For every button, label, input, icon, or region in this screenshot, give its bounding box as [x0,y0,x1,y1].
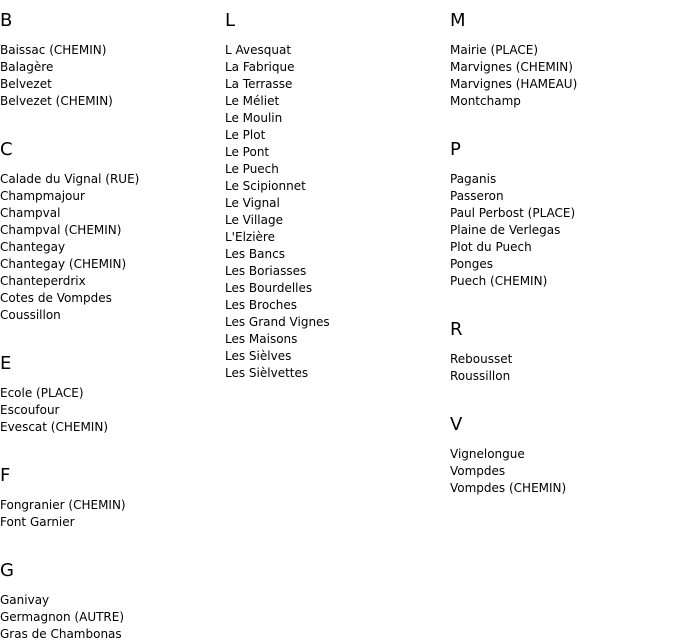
street-name-link[interactable]: Coussillon [0,308,61,322]
street-name-link[interactable]: L Avesquat [225,43,292,57]
section-letter-heading: F [0,465,11,486]
section-letter-heading: C [0,139,13,160]
section-letter-heading: L [225,10,236,31]
street-name-link[interactable]: La Fabrique [225,60,295,74]
street-name-link[interactable]: Ganivay [0,593,50,607]
section-letter-heading: M [450,10,466,31]
street-name-link[interactable]: Germagnon (AUTRE) [0,610,125,624]
street-name-link[interactable]: Marvignes (CHEMIN) [450,60,573,74]
street-name-link[interactable]: Gras de Chambonas [0,627,122,641]
street-name-link[interactable]: Les Broches [225,298,298,312]
street-name-link[interactable]: Escoufour [0,403,60,417]
street-name-link[interactable]: Champmajour [0,189,85,203]
street-name-link[interactable]: Belvezet (CHEMIN) [0,94,113,108]
street-name-link[interactable]: Les Bourdelles [225,281,313,295]
street-name-link[interactable]: Roussillon [450,369,511,383]
street-name-link[interactable]: Mairie (PLACE) [450,43,539,57]
street-name-link[interactable]: Ponges [450,257,494,271]
street-name-link[interactable]: Rebousset [450,352,513,366]
section-letter-heading: G [0,560,14,581]
street-name-link[interactable]: Passeron [450,189,504,203]
street-name-link[interactable]: Les Bancs [225,247,285,261]
letter-section [450,12,577,129]
street-name-link[interactable]: La Terrasse [225,77,293,91]
street-name-link[interactable]: Belvezet [0,77,52,91]
street-name-link[interactable]: Vompdes [450,464,506,478]
street-name-link[interactable]: Paganis [450,172,497,186]
street-name-link[interactable]: Chanteperdrix [0,274,86,288]
street-name-link[interactable]: Fongranier (CHEMIN) [0,498,126,512]
street-name-link[interactable]: Evescat (CHEMIN) [0,420,109,434]
street-name-link[interactable]: Plot du Puech [450,240,532,254]
letter-section [0,141,139,343]
street-name-link[interactable]: Puech (CHEMIN) [450,274,548,288]
section-spacer [0,324,139,343]
street-name-link[interactable]: Le Pont [225,145,270,159]
street-name-link[interactable]: Chantegay [0,240,66,254]
letter-section [450,141,577,309]
street-name-link[interactable]: L'Elzière [225,230,275,244]
street-name-link[interactable]: Cotes de Vompdes [0,291,112,305]
letter-section [450,416,577,497]
street-name-link[interactable]: Chantegay (CHEMIN) [0,257,127,271]
street-name-link[interactable]: Vompdes (CHEMIN) [450,481,567,495]
letter-section [450,321,577,404]
letter-section [0,355,139,455]
street-name-link[interactable]: Ecole (PLACE) [0,386,84,400]
section-letter-heading: R [450,319,463,340]
street-name-link[interactable]: Le Plot [225,128,266,142]
street-name-link[interactable]: Baissac (CHEMIN) [0,43,107,57]
street-name-link[interactable]: Le Scipionnet [225,179,306,193]
section-letter-heading: B [0,10,13,31]
street-name-link[interactable]: Les Maisons [225,332,298,346]
section-spacer [450,110,577,129]
letter-section [0,562,139,643]
street-name-link[interactable]: Le Puech [225,162,279,176]
street-name-link[interactable]: Le Méliet [225,94,280,108]
street-name-link[interactable]: Font Garnier [0,515,75,529]
street-index-column-left [0,0,139,643]
street-name-link[interactable]: Les Boriasses [225,264,307,278]
section-spacer [0,110,139,129]
street-name-link[interactable]: Vignelongue [450,447,525,461]
letter-section [225,12,330,382]
section-spacer [0,436,139,455]
street-name-link[interactable]: Balagère [0,60,54,74]
street-name-link[interactable]: Champval (CHEMIN) [0,223,122,237]
street-name-link[interactable]: Le Moulin [225,111,283,125]
letter-section [0,12,139,129]
section-letter-heading: P [450,139,461,160]
street-name-link[interactable]: Le Vignal [225,196,280,210]
street-index-column-right [450,0,577,497]
street-name-link[interactable]: Les Sièlves [225,349,292,363]
street-name-link[interactable]: Montchamp [450,94,521,108]
section-spacer [450,385,577,404]
street-index-column-middle [225,0,330,382]
section-letter-heading: V [450,414,463,435]
letter-section [0,467,139,550]
street-name-link[interactable]: Paul Perbost (PLACE) [450,206,576,220]
street-name-link[interactable]: Les Grand Vignes [225,315,330,329]
street-name-link[interactable]: Calade du Vignal (RUE) [0,172,140,186]
section-spacer [0,531,139,550]
section-spacer [450,290,577,309]
street-name-link[interactable]: Champval [0,206,61,220]
street-name-link[interactable]: Le Village [225,213,283,227]
section-letter-heading: E [0,353,12,374]
street-name-link[interactable]: Plaine de Verlegas [450,223,561,237]
street-name-link[interactable]: Marvignes (HAMEAU) [450,77,578,91]
street-name-link[interactable]: Les Sièlvettes [225,366,309,380]
